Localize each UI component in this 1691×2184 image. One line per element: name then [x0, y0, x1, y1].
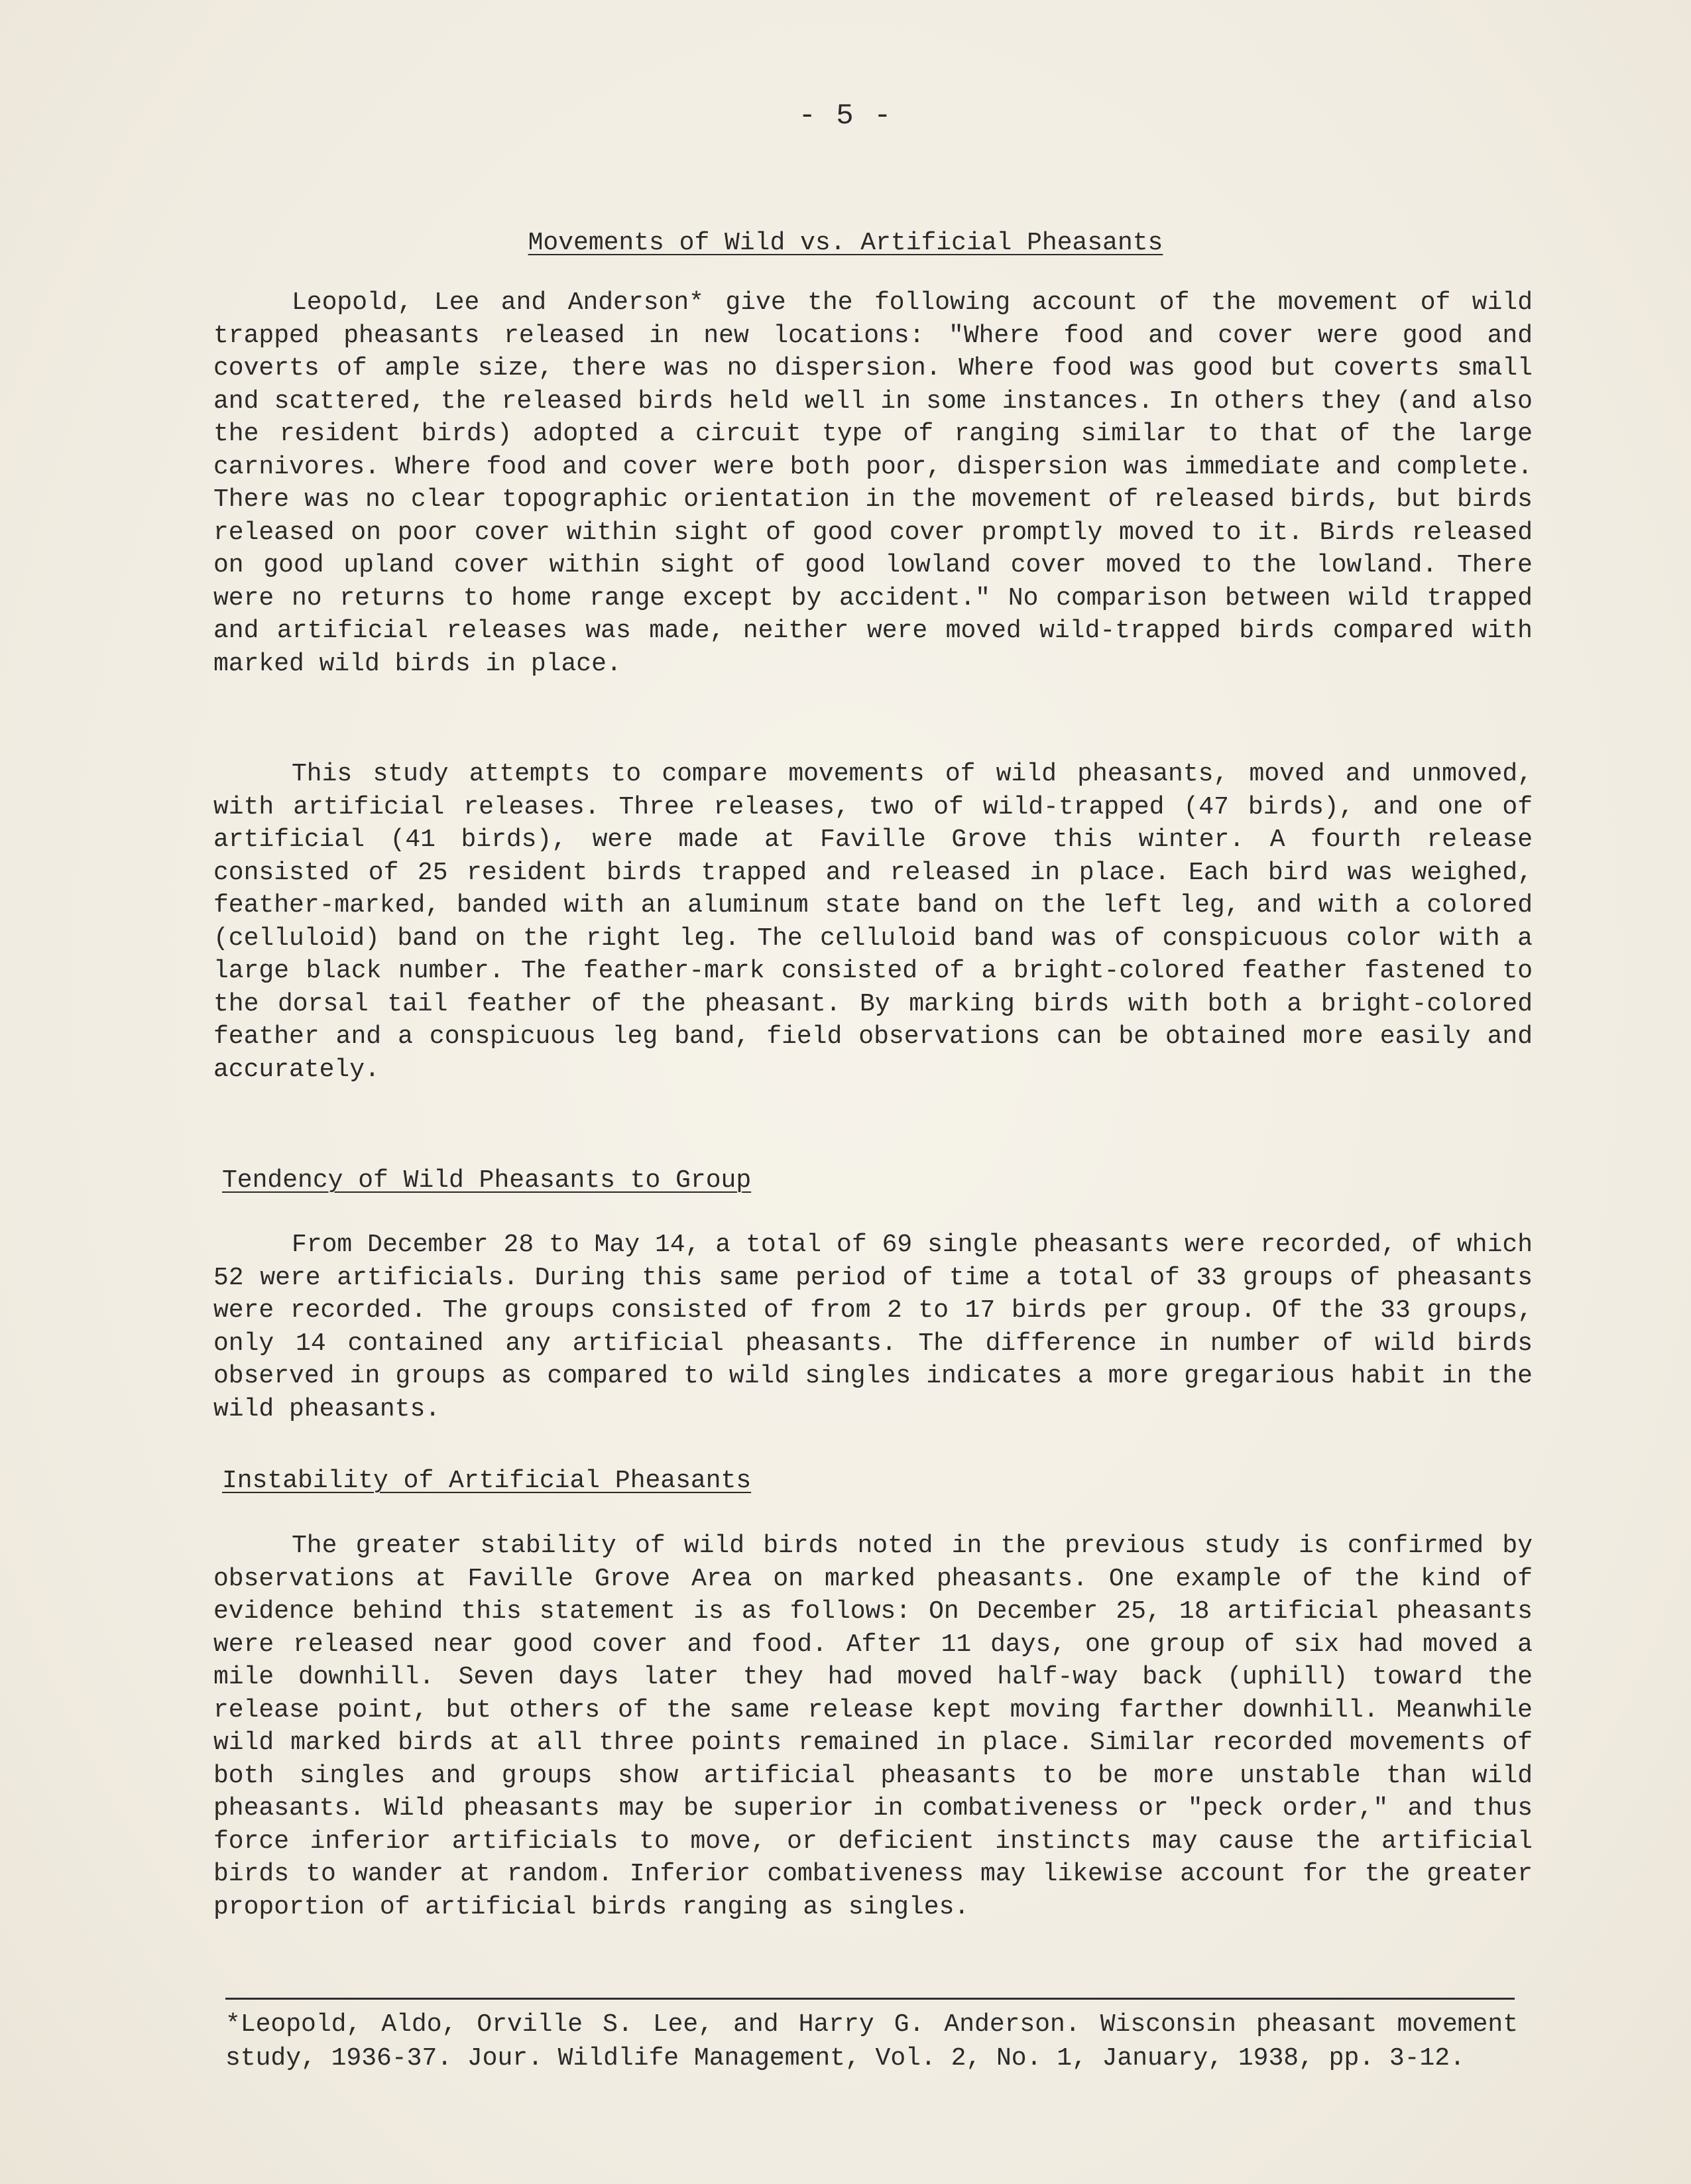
footnote: *Leopold, Aldo, Orville S. Lee, and Harry G. Anderson. Wisconsin pheasant movement study, 1936-37. Jour. Wildlife Management, Vol. 2, No. 1, January, 1938, pp. 3-12.: [225, 2010, 1518, 2073]
intro-paragraph-2: This study attempts to compare movements of wild pheasants, moved and unmoved, with artificial releases. Three releases, two of wild-trapped (47 birds), and one of artificial (41 birds), were made at Faville Grove this winter. A fourth release consisted of 25 resident birds trapped and released in place. Each bird was weighed, feather-marked, banded with an aluminum state band on the left leg, and with a colored (celluloid) band on the right leg. The celluloid band was of conspicuous color with a large black number. The feather-mark consisted of a bright-colored feather fastened to the dorsal tail feather of the pheasant. By marking birds with both a bright-colored feather and a conspicuous leg band, field observations can be obtained more easily and accurately.: [213, 760, 1533, 1084]
page-title: Movements of Wild vs. Artificial Pheasants: [528, 229, 1163, 257]
intro-paragraph-1: Leopold, Lee and Anderson* give the following account of the movement of wild trapped pheasants released in new locations: "Where food and cover were good and coverts of ample size, there was no dispersion. Where food was good but coverts small and scattered, the released birds held well in some instances. In others they (and also the resident birds) adopted a circuit type of ranging similar to that of the large carnivores. Where food and cover were both poor, dispersion was immediate and complete. There was no clear topographic orientation in the movement of released birds, but birds released on poor cover within sight of good cover promptly moved to it. Birds released on good upland cover within sight of good lowland cover moved to the lowland. There were no returns to home range except by accident." No comparison between wild trapped and artificial releases was made, neither were moved wild-trapped birds compared with marked wild birds in place.: [213, 288, 1533, 678]
page-number: - 5 -: [798, 99, 893, 133]
instability-paragraph: The greater stability of wild birds noted in the previous study is confirmed by observations at Faville Grove Area on marked pheasants. One example of the kind of evidence behind this statement is as follows: On December 25, 18 artificial pheasants were released near good cover and food. After 11 days, one group of six had moved a mile downhill. Seven days later they had moved half-way back (uphill) toward the release point, but others of the same release kept moving farther downhill. Meanwhile wild marked birds at all three points remained in place. Similar recorded movements of both singles and groups show artificial pheasants to be more unstable than wild pheasants. Wild pheasants may be superior in combativeness or "peck order," and thus force inferior artificials to move, or deficient instincts may cause the artificial birds to wander at random. Inferior combativeness may likewise account for the greater proportion of artificial birds ranging as singles.: [213, 1532, 1533, 1921]
group-tendency-paragraph: From December 28 to May 14, a total of 69 single pheasants were recorded, of which 52 were artificials. During this same period of time a total of 33 groups of pheasants were recorded. The groups consisted of from 2 to 17 birds per group. Of the 33 groups, only 14 contained any artificial pheasants. The difference in number of wild birds observed in groups as compared to wild singles indicates a more gregarious habit in the wild pheasants.: [213, 1231, 1533, 1424]
footnote-divider: [225, 1998, 1515, 2000]
section-heading-instability: Instability of Artificial Pheasants: [222, 1467, 752, 1495]
section-heading-group-tendency: Tendency of Wild Pheasants to Group: [222, 1166, 752, 1195]
